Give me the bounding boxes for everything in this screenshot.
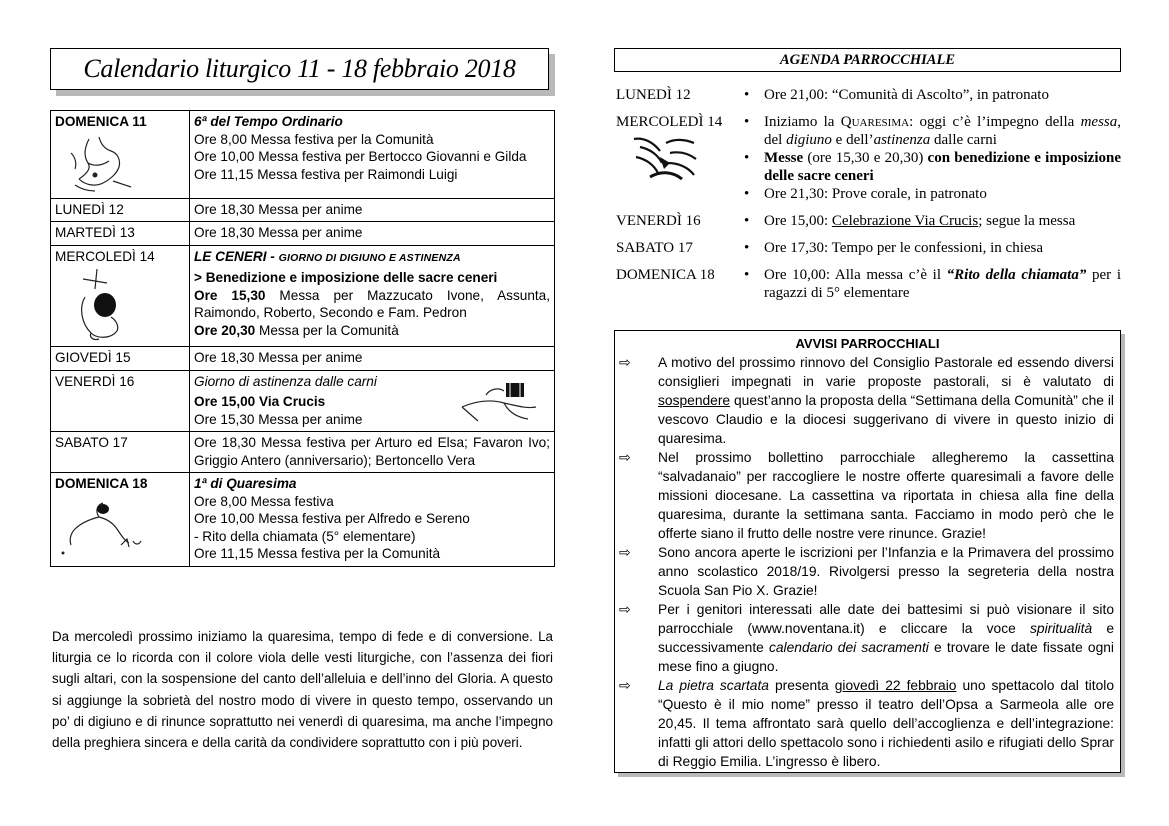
day-label: MARTEDÌ 13: [51, 222, 190, 246]
mass-line: Ore 15,30 Messa per Mazzucato Ivone, Assunta, Raimondo, Roberto, Secondo e Fam. Pedron: [194, 287, 550, 320]
lent-intro-paragraph: Da mercoledì prossimo iniziamo la quaresima, tempo di fede e di conversione. La liturgia ce lo ricorda con il colore viola delle vesti liturgiche, con l’assenza dei fiori sugli altari, con la sospensione del canto dell’alleluia e dell’inno del Gloria. A questo si aggiunge la sobrietà del nostro modo di vivere in questo tempo, osservando un po’ di digiuno e di rinunce soprattutto nei venerdì di quaresima, ma anche l’impegno della preghiera sincera e della carità da condividere soprattutto con i più poveri.: [52, 629, 553, 751]
agenda-item: • Ore 10,00: Alla messa c’è il “Rito della chiamata” per i ragazzi di 5° elementare: [740, 266, 1121, 302]
left-column: [50, 48, 555, 751]
agenda-day: DOMENICA 18: [616, 267, 715, 283]
mass-line: Ore 10,00 Messa festiva per Bertocco Giovanni e Gilda: [194, 149, 527, 164]
agenda-day: VENERDÌ 16: [616, 213, 701, 229]
calendar-title: Calendario liturgico 11 - 18 febbraio 2018: [50, 48, 549, 90]
mass-line: > Benedizione e imposizione delle sacre ceneri: [194, 270, 498, 285]
day-label: VENERDÌ 16: [51, 370, 190, 432]
agenda-row: [616, 239, 1121, 257]
right-arrow-icon: ⇨: [619, 544, 631, 560]
mass-line: Ore 8,00 Messa festiva per la Comunità: [194, 131, 434, 147]
celebration-title: 6ª del Tempo Ordinario: [194, 114, 343, 129]
table-row: [51, 432, 555, 473]
table-row: [51, 198, 555, 222]
agenda-list: [616, 86, 1121, 311]
avvisi-box: [614, 330, 1121, 773]
celebration-title: 1ª di Quaresima: [194, 476, 297, 491]
day-label: DOMENICA 11: [55, 114, 147, 129]
liturgical-calendar-table: [50, 110, 555, 567]
agenda-item: • Messe (ore 15,30 e 20,30) con benedizione e imposizione delle sacre ceneri: [740, 149, 1121, 185]
right-arrow-icon: ⇨: [619, 449, 631, 465]
agenda-item: • Ore 21,00: “Comunità di Ascolto”, in patronato: [740, 86, 1121, 104]
mass-line: Ore 15,30 Messa per anime: [194, 411, 363, 427]
right-column: [614, 48, 1121, 769]
right-arrow-icon: ⇨: [619, 601, 631, 617]
list-item: ⇨ La pietra scartata presenta giovedì 22 febbraio uno spettacolo dal titolo “Questo è il mio nome” presso il teatro dell’Opsa a Sarmeola alle ore 20,45. Il tema affrontato sarà quello dell’accoglienza e dell’integrazione: infatti gli attori dello spettacolo sono i richiedenti asilo e rifugiati dello Sprar di Reggio Emilia. L’ingresso è libero.: [619, 677, 1114, 769]
agenda-day: LUNEDÌ 12: [616, 87, 691, 103]
list-item: ⇨ Nel prossimo bollettino parrocchiale allegheremo la cassettina “salvadanaio” per raccogliere le nostre offerte quaresimali a favore delle missioni diocesane. La cassettina va riportata in chiesa alla fine della quaresima, durante la settimana santa. Facciamo in modo però che le offerte siano il frutto delle nostre vere rinunce. Grazie!: [619, 449, 1114, 541]
list-item: ⇨ Sono ancora aperte le iscrizioni per l’Infanzia e la Primavera del prossimo anno scolastico 2018/19. Rivolgersi presso la segreteria della nostra Scuola San Pio X. Grazie!: [619, 544, 1114, 598]
sunday-illustration-icon: [55, 133, 145, 195]
mass-line: Ore 11,15 Messa festiva per la Comunità: [194, 546, 441, 561]
right-arrow-icon: ⇨: [619, 354, 631, 370]
agenda-day: MERCOLEDÌ 14: [616, 114, 723, 130]
mass-line: - Rito della chiamata (5° elementare): [194, 528, 416, 544]
day-label: LUNEDÌ 12: [51, 198, 190, 222]
table-row: [51, 370, 555, 432]
day-label: SABATO 17: [51, 432, 190, 473]
agenda-row: [616, 113, 1121, 203]
celebration-title: LE CENERI - GIORNO DI DIGIUNO E ASTINENZA: [194, 248, 461, 264]
mass-line: Ore 18,30 Messa per anime: [190, 347, 555, 371]
mass-line: Ore 15,00 Via Crucis: [194, 394, 326, 409]
mass-line: Ore 18,30 Messa per anime: [190, 222, 555, 246]
table-row: [51, 473, 555, 567]
mass-line: Ore 18,30 Messa festiva per Arturo ed Elsa; Favaron Ivo; Griggio Antero (anniversario); Bertoncello Vera: [190, 432, 555, 473]
lent-illustration-icon: [55, 495, 145, 561]
day-note: Giorno di astinenza dalle carni: [194, 373, 377, 389]
day-label: GIOVEDÌ 15: [51, 347, 190, 371]
table-row: [51, 347, 555, 371]
day-label: DOMENICA 18: [55, 476, 148, 491]
agenda-heading: AGENDA PARROCCHIALE: [614, 48, 1121, 72]
agenda-row: [616, 86, 1121, 104]
avvisi-title: AVVISI PARROCCHIALI: [795, 336, 940, 351]
agenda-item: • Ore 17,30: Tempo per le confessioni, in chiesa: [740, 239, 1121, 257]
day-label: MERCOLEDÌ 14: [55, 248, 155, 264]
agenda-item: • Ore 21,30: Prove corale, in patronato: [740, 185, 1121, 203]
mass-line: Ore 10,00 Messa festiva per Alfredo e Sereno: [194, 511, 470, 526]
agenda-row: [616, 266, 1121, 302]
table-row: [51, 245, 555, 347]
table-row: [51, 222, 555, 246]
mass-line: Ore 20,30 Messa per la Comunità: [194, 322, 399, 338]
list-item: ⇨ A motivo del prossimo rinnovo del Consiglio Pastorale ed essendo diversi consiglieri impegnati in varie proposte pastorali, si è valutato di sospendere quest’anno la proposta della “Settimana della Comunità” che il vescovo Claudio e la diocesi suggerivano di vivere in questo inizio di quaresima.: [619, 354, 1114, 446]
agenda-row: [616, 212, 1121, 230]
ashes-hands-illustration-icon: [630, 133, 700, 185]
right-arrow-icon: ⇨: [619, 677, 631, 693]
mass-line: Ore 8,00 Messa festiva: [194, 493, 334, 509]
mass-line: Ore 11,15 Messa festiva per Raimondi Luigi: [194, 166, 458, 182]
cross-illustration-icon: [458, 377, 540, 425]
agenda-item: • Ore 15,00: Celebrazione Via Crucis; segue la messa: [740, 212, 1121, 230]
list-item: ⇨ Per i genitori interessati alle date dei battesimi si può visionare il sito parrocchiale (www.noventana.it) e cliccare la voce spiritualità e successivamente calendario dei sacramenti e trovare le date fissate ogni mese fino a giugno.: [619, 601, 1114, 674]
agenda-item: • Iniziamo la Quaresima: oggi c’è l’impegno della messa, del digiuno e dell’astinenza dalle carni: [740, 113, 1121, 149]
mass-line: Ore 18,30 Messa per anime: [190, 198, 555, 222]
table-row: [51, 111, 555, 199]
ashes-illustration-icon: [55, 267, 145, 343]
agenda-day: SABATO 17: [616, 240, 693, 256]
